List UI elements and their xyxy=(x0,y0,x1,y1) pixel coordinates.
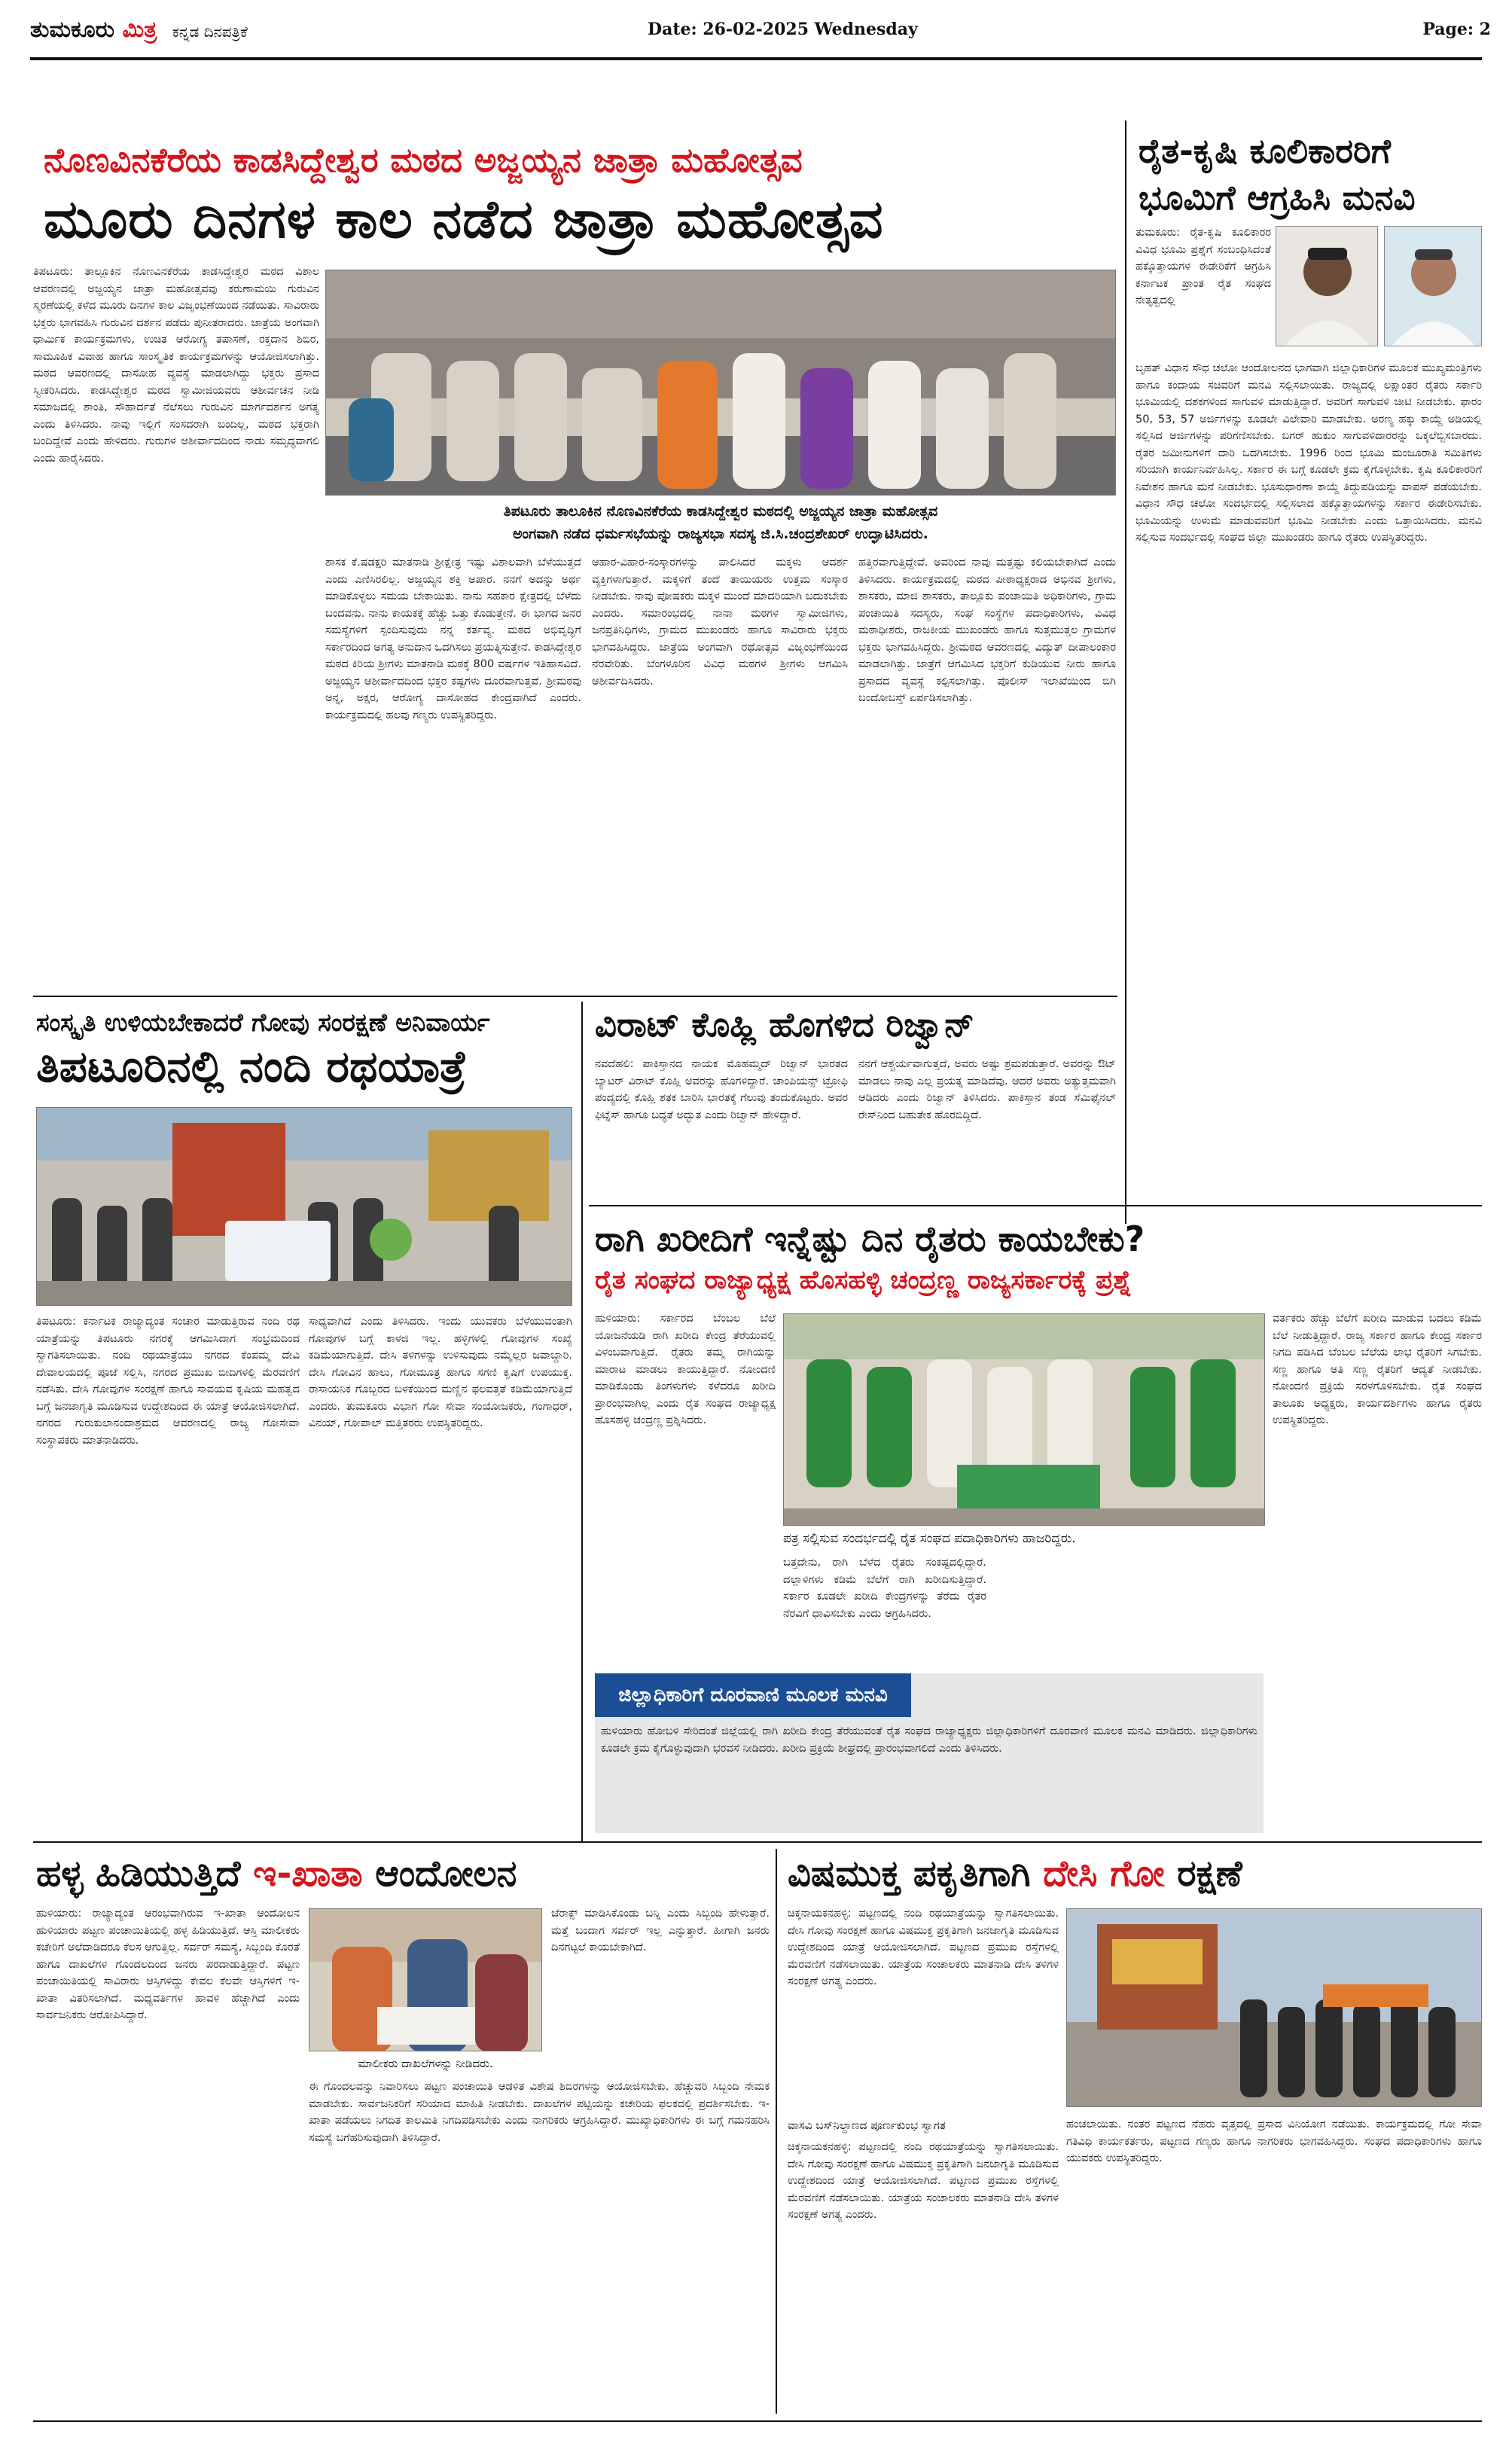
right-column-divider xyxy=(1125,120,1126,1224)
cricket-headline: ವಿರಾಟ್ ಕೊಹ್ಲಿ ಹೊಗಳಿದ ರಿಜ್ವಾನ್ xyxy=(595,1005,974,1045)
nandi-col2-text: ಸಾಧ್ಯವಾಗಿದೆ ಎಂದು ತಿಳಿಸಿದರು. ಇಂದು ಯುವಕರು ಬೆಳೆಯುವಂತಾಗಿ ಗೋವುಗಳ ಬಗ್ಗೆ ಕಾಳಜಿ ಇಲ್ಲ. ಹಳ್ಳಿಗಳಲ್ಲಿ ಗೋವುಗಳ ಸಂಖ್ಯೆ ಕಡಿಮೆಯಾಗುತ್ತಿದೆ. ದೇಸಿ ತಳಿಗಳನ್ನು ಉಳಿಸುವುದು ನಮ್ಮೆಲ್ಲರ ಜವಾಬ್ದಾರಿ. ದೇಸಿ ಗೋವಿನ ಹಾಲು, ಗೋಮೂತ್ರ ಹಾಗೂ ಸಗಣಿ ಕೃಷಿಗೆ ಉಪಯುಕ್ತ. ರಾಸಾಯನಿಕ ಗೊಬ್ಬರದ ಬಳಕೆಯಿಂದ ಮಣ್ಣಿನ ಫಲವತ್ತತೆ ಕಡಿಮೆಯಾಗುತ್ತಿದೆ ಎಂದರು. ತುಮಕೂರು ವಿಭಾಗ ಗೋ ಸೇವಾ ಸಂಯೋಜಕರು, ಗಂಗಾಧರ್, ವಿನಯ್, ಗೋಪಾಲ್ ಮತ್ತಿತರರು ಉಪಸ್ಥಿತರಿದ್ದರು. xyxy=(309,1316,572,1429)
ragi-col2-text: ಬತ್ತದೇನು, ರಾಗಿ ಬೆಳೆದ ರೈತರು ಸಂಕಷ್ಟದಲ್ಲಿದ್ದಾರೆ. ದಲ್ಲಾಳಿಗಳು ಕಡಿಮೆ ಬೆಲೆಗೆ ರಾಗಿ ಖರೀದಿಸುತ್ತಿದ್ದಾರೆ. ಸರ್ಕಾರ ಕೂಡಲೇ ಖರೀದಿ ಕೇಂದ್ರಗಳನ್ನು ತೆರೆದು ರೈತರ ನೆರವಿಗೆ ಧಾವಿಸಬೇಕು ಎಂದು ಆಗ್ರಹಿಸಿದರು. xyxy=(783,1557,986,1620)
main-lead-text: ತಿಪಟೂರು: ತಾಲ್ಲೂಕಿನ ನೊಣವಿನಕೆರೆಯ ಕಾಡಸಿದ್ದೇಶ್ವರ ಮಠದ ವಿಶಾಲ ಆವರಣದಲ್ಲಿ ಅಜ್ಜಯ್ಯನ ಜಾತ್ರಾ ಮಹೋತ್ಸವವು ಕರುಣಾಮಯಿ ಗುರುವಿನ ಸ್ಮರಣೆಯಲ್ಲಿ ಕಳೆದ ಮೂರು ದಿನಗಳ ಕಾಲ ವಿಜೃಂಭಣೆಯಿಂದ ನಡೆಯಿತು. ಸಾವಿರಾರು ಭಕ್ತರು ಭಾಗವಹಿಸಿ ಗುರುವಿನ ದರ್ಶನ ಪಡೆದು ಪುನೀತರಾದರು. ಜಾತ್ರೆಯ ಅಂಗವಾಗಿ ಧಾರ್ಮಿಕ ಕಾರ್ಯಕ್ರಮಗಳು, ಉಚಿತ ಆರೋಗ್ಯ ತಪಾಸಣೆ, ರಕ್ತದಾನ ಶಿಬಿರ, ಸಾಮೂಹಿಕ ವಿವಾಹ ಹಾಗೂ ಸಾಂಸ್ಕೃತಿಕ ಕಾರ್ಯಕ್ರಮಗಳನ್ನು ಆಯೋಜಿಸಲಾಗಿತ್ತು. ಮಠದ ಆವರಣದಲ್ಲಿ ದಾಸೋಹ ವ್ಯವಸ್ಥೆ ಮಾಡಲಾಗಿದ್ದು ಭಕ್ತರು ಪ್ರಸಾದ ಸ್ವೀಕರಿಸಿದರು. ಕಾಡಸಿದ್ದೇಶ್ವರ ಮಠದ ಸ್ವಾಮೀಜಿಯವರು ಆಶೀರ್ವಚನ ನೀಡಿ ಸಮಾಜದಲ್ಲಿ ಶಾಂತಿ, ಸೌಹಾರ್ದತೆ ನೆಲೆಸಲು ಗುರುವಿನ ಮಾರ್ಗದರ್ಶನ ಅಗತ್ಯ ಎಂದು ತಿಳಿಸಿದರು. ನಾವು ಇಲ್ಲಿಗೆ ಸಂಸದರಾಗಿ ಬಂದಿಲ್ಲ, ಮಠದ ಭಕ್ತರಾಗಿ ಬಂದಿದ್ದೇವೆ ಎಂದು ಹೇಳಿದರು. ಗುರುಗಳ ಆಶೀರ್ವಾದದಿಂದ ನಾಡು ಸಮೃದ್ಧವಾಗಲಿ ಎಂದು ಹಾರೈಸಿದರು. xyxy=(33,266,319,465)
newspaper-logo xyxy=(30,17,248,43)
cow-col1-text: ಚಿಕ್ಕನಾಯಕನಹಳ್ಳಿ: ಪಟ್ಟಣದಲ್ಲಿ ನಂದಿ ರಥಯಾತ್ರೆಯನ್ನು ಸ್ವಾಗತಿಸಲಾಯಿತು. ದೇಸಿ ಗೋವು ಸಂರಕ್ಷಣೆ ಹಾಗೂ ವಿಷಮುಕ್ತ ಪ್ರಕೃತಿಗಾಗಿ ಜನಜಾಗೃತಿ ಮೂಡಿಸುವ ಉದ್ದೇಶದಿಂದ ಯಾತ್ರೆ ಆಯೋಜಿಸಲಾಗಿದೆ. ಪಟ್ಟಣದ ಪ್ರಮುಖ ರಸ್ತೆಗಳಲ್ಲಿ ಮೆರವಣಿಗೆ ನಡೆಸಲಾಯಿತು. ಯಾತ್ರೆಯ ಸಂಚಾಲಕರು ಮಾತನಾಡಿ ದೇಸಿ ತಳಿಗಳ ಸಂರಕ್ಷಣೆ ಅಗತ್ಯ ಎಂದರು. xyxy=(788,1908,1059,1987)
portrait-1 xyxy=(1276,226,1378,346)
page-number: Page: 2 xyxy=(1422,20,1491,39)
cricket-divider xyxy=(589,1205,1482,1206)
brand-subtitle: ಕನ್ನಡ ದಿನಪತ್ರಿಕೆ xyxy=(172,23,248,41)
ragi-col1-text: ಹುಳಿಯಾರು: ಸರ್ಕಾರದ ಬೆಂಬಲ ಬೆಲೆ ಯೋಜನೆಯಡಿ ರಾಗಿ ಖರೀದಿ ಕೇಂದ್ರ ತೆರೆಯುವಲ್ಲಿ ವಿಳಂಬವಾಗುತ್ತಿದೆ. ರೈತರು ತಮ್ಮ ರಾಗಿಯನ್ನು ಮಾರಾಟ ಮಾಡಲು ಕಾಯುತ್ತಿದ್ದಾರೆ. ನೋಂದಣಿ ಮಾಡಿಕೊಂಡು ತಿಂಗಳುಗಳು ಕಳೆದರೂ ಖರೀದಿ ಪ್ರಾರಂಭವಾಗಿಲ್ಲ ಎಂದು ರೈತ ಸಂಘದ ರಾಜ್ಯಾಧ್ಯಕ್ಷ ಹೊಸಹಳ್ಳಿ ಚಂದ್ರಣ್ಣ ಪ್ರಶ್ನಿಸಿದರು. xyxy=(595,1313,776,1426)
portrait-2 xyxy=(1384,226,1482,346)
main-kicker: ನೊಣವಿನಕೆರೆಯ ಕಾಡಸಿದ್ದೇಶ್ವರ ಮಠದ ಅಜ್ಜಯ್ಯನ ಜಾತ್ರಾ ಮಹೋತ್ಸವ xyxy=(44,140,803,180)
land-intro-text: ತುಮಕೂರು: ರೈತ-ಕೃಷಿ ಕೂಲಿಕಾರರ ವಿವಿಧ ಭೂಮಿ ಪ್ರಶ್ನೆಗೆ ಸಂಬಂಧಿಸಿದಂತೆ ಹಕ್ಕೊತ್ತಾಯಗಳ ಈಡೇರಿಕೆಗೆ ಆಗ್ರಹಿಸಿ ಕರ್ನಾಟಕ ಪ್ರಾಂತ ರೈತ ಸಂಘದ ನೇತೃತ್ವದಲ್ಲಿ xyxy=(1136,227,1271,307)
main-col2-text: ಶಾಸಕ ಕೆ.ಷಡಕ್ಷರಿ ಮಾತನಾಡಿ ಶ್ರೀಕ್ಷೇತ್ರ ಇಷ್ಟು ವಿಶಾಲವಾಗಿ ಬೆಳೆಯುತ್ತದೆ ಎಂದು ಎಣಿಸಿರಲಿಲ್ಲ. ಅಜ್ಜಯ್ಯನ ಶಕ್ತಿ ಅಪಾರ. ನನಗೆ ಅದನ್ನು ಅರ್ಥ ಮಾಡಿಕೊಳ್ಳಲು ಸಮಯ ಬೇಕಾಯಿತು. ನಾನು ಸಹಕಾರ ಕ್ಷೇತ್ರದಲ್ಲಿ ಬೆಳೆದು ಬಂದವನು. ನಾನು ಕಾಯಕಕ್ಕೆ ಹೆಚ್ಚು ಒತ್ತು ಕೊಡುತ್ತೇನೆ. ಈ ಭಾಗದ ಜನರ ಸಮಸ್ಯೆಗಳಿಗೆ ಸ್ಪಂದಿಸುವುದು ನನ್ನ ಕರ್ತವ್ಯ. ಮಠದ ಅಭಿವೃದ್ಧಿಗೆ ಸರ್ಕಾರದಿಂದ ಅಗತ್ಯ ಅನುದಾನ ಒದಗಿಸಲು ಪ್ರಯತ್ನಿಸುತ್ತೇನೆ. ಕಾಡಸಿದ್ದೇಶ್ವರ ಮಠದ ಕಿರಿಯ ಶ್ರೀಗಳು ಮಾತನಾಡಿ ಮಠಕ್ಕೆ 800 ವರ್ಷಗಳ ಇತಿಹಾಸವಿದೆ. ಅಜ್ಜಯ್ಯನ ಆಶೀರ್ವಾದದಿಂದ ಭಕ್ತರ ಕಷ್ಟಗಳು ದೂರವಾಗುತ್ತವೆ. ಶ್ರೀಮಠವು ಅನ್ನ, ಅಕ್ಷರ, ಆರೋಗ್ಯ ದಾಸೋಹದ ಕೇಂದ್ರವಾಗಿದೆ ಎಂದರು. ಕಾರ್ಯಕ್ರಮದಲ್ಲಿ ಹಲವು ಗಣ್ಯರು ಉಪಸ್ಥಿತರಿದ್ದರು. xyxy=(325,557,581,721)
brand-left: ತುಮಕೂರು xyxy=(30,17,115,43)
main-col4-text: ಹತ್ತಿರವಾಗುತ್ತಿದ್ದೇವೆ. ಅವರಿಂದ ನಾವು ಮತ್ತಷ್ಟು ಕಲಿಯಬೇಕಾಗಿದೆ ಎಂದು ತಿಳಿಸಿದರು. ಕಾರ್ಯಕ್ರಮದಲ್ಲಿ ಮಠದ ಪೀಠಾಧ್ಯಕ್ಷರಾದ ಅಭಿನವ ಶ್ರೀಗಳು, ಶಾಸಕರು, ಮಾಜಿ ಶಾಸಕರು, ತಾಲ್ಲೂಕು ಪಂಚಾಯಿತಿ ಅಧಿಕಾರಿಗಳು, ಗ್ರಾಮ ಪಂಚಾಯಿತಿ ಸದಸ್ಯರು, ಸಂಘ ಸಂಸ್ಥೆಗಳ ಪದಾಧಿಕಾರಿಗಳು, ವಿವಿಧ ಮಠಾಧೀಶರು, ರಾಜಕೀಯ ಮುಖಂಡರು ಹಾಗೂ ಸುತ್ತಮುತ್ತಲ ಗ್ರಾಮಗಳ ಭಕ್ತರು ಭಾಗವಹಿಸಿದ್ದರು. ಶ್ರೀಮಠದ ಆವರಣದಲ್ಲಿ ವಿದ್ಯುತ್ ದೀಪಾಲಂಕಾರ ಮಾಡಲಾಗಿತ್ತು. ಜಾತ್ರೆಗೆ ಆಗಮಿಸಿದ ಭಕ್ತರಿಗೆ ಕುಡಿಯುವ ನೀರು ಹಾಗೂ ಪ್ರಸಾದದ ವ್ಯವಸ್ಥೆ ಕಲ್ಪಿಸಲಾಗಿತ್ತು. ಪೊಲೀಸ್ ಇಲಾಖೆಯಿಂದ ಬಿಗಿ ಬಂದೋಬಸ್ತ್ ಏರ್ಪಡಿಸಲಾಗಿತ್ತು. xyxy=(858,557,1116,704)
cow-headline-suffix: ರಕ್ಷಣೆ xyxy=(1164,1853,1242,1895)
nandi-photo xyxy=(36,1107,572,1306)
main-story-divider xyxy=(33,996,1117,997)
ekhata-photo xyxy=(309,1908,542,2051)
cow-col2-text: ಹಂಚಲಾಯಿತು. ನಂತರ ಪಟ್ಟಣದ ನೆಹರು ವೃತ್ತದಲ್ಲಿ ಪ್ರಸಾದ ವಿನಿಯೋಗ ನಡೆಯಿತು. ಕಾರ್ಯಕ್ರಮದಲ್ಲಿ ಗೋ ಸೇವಾ ಗತಿವಿಧಿ ಕಾರ್ಯಕರ್ತರು, ಪಟ್ಟಣದ ಗಣ್ಯರು ಹಾಗೂ ನಾಗರಿಕರು ಭಾಗವಹಿಸಿದ್ದರು. ಸಂಘದ ಪದಾಧಿಕಾರಿಗಳು ಹಾಗೂ ಯುವಕರು ಉಪಸ್ಥಿತರಿದ್ದರು. xyxy=(1066,2118,1482,2164)
main-photo-caption-line1: ತಿಪಟೂರು ತಾಲೂಕಿನ ನೊಣವಿನಕೆರೆಯ ಕಾಡಸಿದ್ದೇಶ್ವರ ಮಠದಲ್ಲಿ ಅಜ್ಜಯ್ಯನ ಜಾತ್ರಾ ಮಹೋತ್ಸವ xyxy=(503,503,938,520)
main-photo-caption xyxy=(325,500,1116,545)
main-photo-caption-line2: ಅಂಗವಾಗಿ ನಡೆದ ಧರ್ಮಸಭೆಯನ್ನು ರಾಜ್ಯಸಭಾ ಸದಸ್ಯ ಜಿ.ಸಿ.ಚಂದ್ರಶೇಖರ್ ಉದ್ಘಾಟಿಸಿದರು. xyxy=(513,526,928,542)
ekhata-col2-top-text: ಜೆರಾಕ್ಸ್ ಮಾಡಿಸಿಕೊಂಡು ಬನ್ನಿ ಎಂದು ಸಿಬ್ಬಂದಿ ಹೇಳುತ್ತಾರೆ. ಮತ್ತೆ ಬಂದಾಗ ಸರ್ವರ್ ಇಲ್ಲ ಎನ್ನುತ್ತಾರೆ. ಹೀಗಾಗಿ ಜನರು ದಿನಗಟ್ಟಲೆ ಕಾಯಬೇಕಾಗಿದೆ. xyxy=(551,1908,770,1954)
footer-rule xyxy=(33,2420,1482,2422)
cricket-col2-text: ನನಗೆ ಆಶ್ಚರ್ಯವಾಗುತ್ತದೆ, ಅವರು ಅಷ್ಟು ಶ್ರಮಪಡುತ್ತಾರೆ. ಅವರನ್ನು ಔಟ್ ಮಾಡಲು ನಾವು ಎಲ್ಲ ಪ್ರಯತ್ನ ಮಾಡಿದೆವು. ಆದರೆ ಅವರು ಅತ್ಯುತ್ತಮವಾಗಿ ಆಡಿದರು ಎಂದು ರಿಜ್ವಾನ್ ತಿಳಿಸಿದರು. ಪಾಕಿಸ್ತಾನ ತಂಡ ಸೆಮಿಫೈನಲ್ ರೇಸ್‌ನಿಂದ ಬಹುತೇಕ ಹೊರಬಿದ್ದಿದೆ. xyxy=(858,1058,1116,1121)
ekhata-headline-suffix: ಆಂದೋಲನ xyxy=(362,1853,517,1895)
main-photo xyxy=(325,270,1116,496)
cow-col1b-text: ಚಿಕ್ಕನಾಯಕನಹಳ್ಳಿ: ಪಟ್ಟಣದಲ್ಲಿ ನಂದಿ ರಥಯಾತ್ರೆಯನ್ನು ಸ್ವಾಗತಿಸಲಾಯಿತು. ದೇಸಿ ಗೋವು ಸಂರಕ್ಷಣೆ ಹಾಗೂ ವಿಷಮುಕ್ತ ಪ್ರಕೃತಿಗಾಗಿ ಜನಜಾಗೃತಿ ಮೂಡಿಸುವ ಉದ್ದೇಶದಿಂದ ಯಾತ್ರೆ ಆಯೋಜಿಸಲಾಗಿದೆ. ಪಟ್ಟಣದ ಪ್ರಮುಖ ರಸ್ತೆಗಳಲ್ಲಿ ಮೆರವಣಿಗೆ ನಡೆಸಲಾಯಿತು. ಯಾತ್ರೆಯ ಸಂಚಾಲಕರು ಮಾತನಾಡಿ ದೇಸಿ ತಳಿಗಳ ಸಂರಕ್ಷಣೆ ಅಗತ್ಯ ಎಂದರು. xyxy=(788,2141,1059,2221)
masthead xyxy=(30,17,1491,62)
ragi-banner-title: ಜಿಲ್ಲಾಧಿಕಾರಿಗೆ ದೂರವಾಣಿ ಮೂಲಕ ಮನವಿ xyxy=(595,1673,911,1717)
ragi-subhead: ರೈತ ಸಂಘದ ರಾಜ್ಯಾಧ್ಯಕ್ಷ ಹೊಸಹಳ್ಳಿ ಚಂದ್ರಣ್ಣ ರಾಜ್ಯಸರ್ಕಾರಕ್ಕೆ ಪ್ರಶ್ನೆ xyxy=(595,1265,1132,1295)
bottom-section-divider xyxy=(33,1841,1482,1843)
cow-headline-highlight: ದೇಸಿ ಗೋ xyxy=(1043,1853,1165,1895)
ekhata-headline xyxy=(36,1853,517,1896)
nandi-headline-line2: ತಿಪಟೂರಿನಲ್ಲಿ ನಂದಿ ರಥಯಾತ್ರೆ xyxy=(36,1041,467,1092)
cow-photo xyxy=(1066,1908,1482,2107)
ekhata-headline-highlight: ಇ-ಖಾತಾ xyxy=(253,1853,363,1895)
nandi-headline-line1: ಸಂಸ್ಕೃತಿ ಉಳಿಯಬೇಕಾದರೆ ಗೋವು ಸಂರಕ್ಷಣೆ ಅನಿವಾರ್ಯ xyxy=(36,1008,490,1037)
ragi-photo xyxy=(783,1313,1265,1526)
ragi-headline: ರಾಗಿ ಖರೀದಿಗೆ ಇನ್ನೆಷ್ಟು ದಿನ ರೈತರು ಕಾಯಬೇಕು? xyxy=(595,1218,1145,1259)
ragi-photo-caption: ಪತ್ರ ಸಲ್ಲಿಸುವ ಸಂದರ್ಭದಲ್ಲಿ ರೈತ ಸಂಘದ ಪದಾಧಿಕಾರಿಗಳು ಹಾಜರಿದ್ದರು. xyxy=(783,1531,1076,1546)
bottom-divider xyxy=(776,1849,777,2414)
ragi-col3-text: ವರ್ತಕರು ಹೆಚ್ಚು ಬೆಲೆಗೆ ಖರೀದಿ ಮಾಡುವ ಬದಲು ಕಡಿಮೆ ಬೆಲೆ ನೀಡುತ್ತಿದ್ದಾರೆ. ರಾಜ್ಯ ಸರ್ಕಾರ ಹಾಗೂ ಕೇಂದ್ರ ಸರ್ಕಾರ ನಿಗದಿ ಪಡಿಸಿದ ಬೆಂಬಲ ಬೆಲೆಯ ಲಾಭ ರೈತರಿಗೆ ಸಿಗಬೇಕು. ಸಣ್ಣ ಹಾಗೂ ಅತಿ ಸಣ್ಣ ರೈತರಿಗೆ ಆದ್ಯತೆ ನೀಡಬೇಕು. ನೋಂದಣಿ ಪ್ರಕ್ರಿಯೆ ಸರಳಗೊಳಿಸಬೇಕು. ರೈತ ಸಂಘದ ತಾಲೂಕು ಅಧ್ಯಕ್ಷರು, ಕಾರ್ಯದರ್ಶಿಗಳು ಹಾಗೂ ರೈತರು ಉಪಸ್ಥಿತರಿದ್ದರು. xyxy=(1273,1313,1482,1426)
cow-headline xyxy=(788,1853,1242,1896)
ekhata-col1-text: ಹುಳಿಯಾರು: ರಾಜ್ಯಾದ್ಯಂತ ಆರಂಭವಾಗಿರುವ ಇ-ಖಾತಾ ಆಂದೋಲನ ಹುಳಿಯಾರು ಪಟ್ಟಣ ಪಂಚಾಯಿತಿಯಲ್ಲಿ ಹಳ್ಳ ಹಿಡಿಯುತ್ತಿದೆ. ಆಸ್ತಿ ಮಾಲೀಕರು ಕಚೇರಿಗೆ ಅಲೆದಾಡಿದರೂ ಕೆಲಸ ಆಗುತ್ತಿಲ್ಲ. ಸರ್ವರ್ ಸಮಸ್ಯೆ, ಸಿಬ್ಬಂದಿ ಕೊರತೆ ಹಾಗೂ ದಾಖಲೆಗಳ ಗೊಂದಲದಿಂದ ಜನರು ಪರದಾಡುತ್ತಿದ್ದಾರೆ. ಪಟ್ಟಣ ಪಂಚಾಯಿತಿಯಲ್ಲಿ ಸಾವಿರಾರು ಆಸ್ತಿಗಳಿದ್ದು ಕೇವಲ ಕೆಲವೇ ಆಸ್ತಿಗಳಿಗೆ ಇ-ಖಾತಾ ವಿತರಿಸಲಾಗಿದೆ. ಮಧ್ಯವರ್ತಿಗಳ ಹಾವಳಿ ಹೆಚ್ಚಾಗಿದೆ ಎಂದು ಸಾರ್ವಜನಿಕರು ಆರೋಪಿಸಿದ್ದಾರೆ. xyxy=(36,1908,300,2021)
land-body-text: ಬೃಹತ್ ವಿಧಾನ ಸೌಧ ಚಲೋ ಆಂದೋಲನದ ಭಾಗವಾಗಿ ಜಿಲ್ಲಾಧಿಕಾರಿಗಳ ಮೂಲಕ ಮುಖ್ಯಮಂತ್ರಿಗಳು ಹಾಗೂ ಕಂದಾಯ ಸಚಿವರಿಗೆ ಮನವಿ ಸಲ್ಲಿಸಲಾಯಿತು. ರಾಜ್ಯದಲ್ಲಿ ಲಕ್ಷಾಂತರ ರೈತರು ಸರ್ಕಾರಿ ಭೂಮಿಯಲ್ಲಿ ದಶಕಗಳಿಂದ ಸಾಗುವಳಿ ಮಾಡುತ್ತಿದ್ದಾರೆ. ಅವರಿಗೆ ಸಾಗುವಳಿ ಚೀಟಿ ನೀಡಬೇಕು. ಫಾರಂ 50, 53, 57 ಅರ್ಜಿಗಳನ್ನು ಕೂಡಲೇ ವಿಲೇವಾರಿ ಮಾಡಬೇಕು. ಅರಣ್ಯ ಹಕ್ಕು ಕಾಯ್ದೆ ಅಡಿಯಲ್ಲಿ ಸಲ್ಲಿಸಿದ ಅರ್ಜಿಗಳನ್ನು ಪರಿಗಣಿಸಬೇಕು. ಬಗರ್ ಹುಕುಂ ಸಾಗುವಳಿದಾರರನ್ನು ಒಕ್ಕಲೆಬ್ಬಿಸಬಾರದು. ರೈತರ ಜಮೀನುಗಳಿಗೆ ದಾರಿ ಒದಗಿಸಬೇಕು. 1996 ರಿಂದ ಭೂಮಿ ಮಂಜೂರಾತಿ ಸಮಿತಿಗಳು ಸರಿಯಾಗಿ ಕಾರ್ಯನಿರ್ವಹಿಸಿಲ್ಲ. ಸರ್ಕಾರ ಈ ಬಗ್ಗೆ ಕೂಡಲೇ ಕ್ರಮ ಕೈಗೊಳ್ಳಬೇಕು. ಕೃಷಿ ಕೂಲಿಕಾರರಿಗೆ ನಿವೇಶನ ಹಾಗೂ ಮನೆ ನೀಡಬೇಕು. ಭೂಸುಧಾರಣಾ ಕಾಯ್ದೆ ತಿದ್ದುಪಡಿಯನ್ನು ವಾಪಸ್ ಪಡೆಯಬೇಕು. ವಿಧಾನ ಸೌಧ ಚಲೋ ಸಂದರ್ಭದಲ್ಲಿ ಸಲ್ಲಿಸಲಾದ ಹಕ್ಕೊತ್ತಾಯಗಳನ್ನು ಸರ್ಕಾರ ಈಡೇರಿಸಬೇಕು. ಭೂಮಿಯನ್ನು ಉಳುಮೆ ಮಾಡುವವರಿಗೆ ಭೂಮಿ ನೀಡಬೇಕು ಎಂದು ಒತ್ತಾಯಿಸಿದರು. ಮನವಿ ಸಲ್ಲಿಸುವ ಸಂದರ್ಭದಲ್ಲಿ ಸಂಘದ ಜಿಲ್ಲಾ ಮುಖಂಡರು ಹಾಗೂ ರೈತರು ಉಪಸ್ಥಿತರಿದ್ದರು. xyxy=(1136,362,1482,544)
nandi-col1-text: ತಿಪಟೂರು: ಕರ್ನಾಟಕ ರಾಜ್ಯಾದ್ಯಂತ ಸಂಚಾರ ಮಾಡುತ್ತಿರುವ ನಂದಿ ರಥ ಯಾತ್ರೆಯನ್ನು ತಿಪಟೂರು ನಗರಕ್ಕೆ ಆಗಮಿಸಿದಾಗ ಸಂಭ್ರಮದಿಂದ ಸ್ವಾಗತಿಸಲಾಯಿತು. ನಂದಿ ರಥಯಾತ್ರೆಯು ನಗರದ ಕೆಂಪಮ್ಮ ದೇವಿ ದೇವಾಲಯದಲ್ಲಿ ಪೂಜೆ ಸಲ್ಲಿಸಿ, ನಗರದ ಪ್ರಮುಖ ಬೀದಿಗಳಲ್ಲಿ ಮೆರವಣಿಗೆ ನಡೆಸಿತು. ದೇಸಿ ಗೋವುಗಳ ಸಂರಕ್ಷಣೆ ಹಾಗೂ ಸಾವಯವ ಕೃಷಿಯ ಮಹತ್ವದ ಬಗ್ಗೆ ಜನಜಾಗೃತಿ ಮೂಡಿಸುವ ಉದ್ದೇಶದಿಂದ ಈ ಯಾತ್ರೆ ಆಯೋಜಿಸಲಾಗಿದೆ. ನಗರದ ಗುರುಕುಲಾನಂದಾಶ್ರಮದ ಆವರಣದಲ್ಲಿ ರಾಜ್ಯ ಗೋಸೇವಾ ಸಂಸ್ಥಾಪಕರು ಮಾತನಾಡಿದರು. xyxy=(36,1316,300,1447)
ragi-banner-box xyxy=(595,1673,1264,1833)
cow-headline-prefix: ವಿಷಮುಕ್ತ ಪಕೃತಿಗಾಗಿ xyxy=(788,1853,1044,1895)
nandi-divider xyxy=(581,1002,583,1841)
ragi-banner-text: ಹುಳಿಯಾರು ಹೋಬಳಿ ಸೇರಿದಂತೆ ಜಿಲ್ಲೆಯಲ್ಲಿ ರಾಗಿ ಖರೀದಿ ಕೇಂದ್ರ ತೆರೆಯುವಂತೆ ರೈತ ಸಂಘದ ರಾಜ್ಯಾಧ್ಯಕ್ಷರು ಜಿಲ್ಲಾಧಿಕಾರಿಗಳಿಗೆ ದೂರವಾಣಿ ಮೂಲಕ ಮನವಿ ಮಾಡಿದರು. ಜಿಲ್ಲಾಧಿಕಾರಿಗಳು ಕೂಡಲೇ ಕ್ರಮ ಕೈಗೊಳ್ಳುವುದಾಗಿ ಭರವಸೆ ನೀಡಿದರು. ಖರೀದಿ ಪ್ರಕ್ರಿಯೆ ಶೀಘ್ರದಲ್ಲಿ ಪ್ರಾರಂಭವಾಗಲಿದೆ ಎಂದು ತಿಳಿಸಿದರು. xyxy=(601,1725,1257,1755)
main-col3-text: ಆಹಾರ-ವಿಹಾರ-ಸಂಸ್ಕಾರಗಳನ್ನು ಪಾಲಿಸಿದರೆ ಮಕ್ಕಳು ಆದರ್ಶ ವ್ಯಕ್ತಿಗಳಾಗುತ್ತಾರೆ. ಮಕ್ಕಳಿಗೆ ತಂದೆ ತಾಯಿಯರು ಉತ್ತಮ ಸಂಸ್ಕಾರ ನೀಡಬೇಕು. ನಾವು ಪೋಷಕರು ಮಕ್ಕಳ ಮುಂದೆ ಮಾದರಿಯಾಗಿ ಬದುಕಬೇಕು ಎಂದರು. ಸಮಾರಂಭದಲ್ಲಿ ನಾನಾ ಮಠಗಳ ಸ್ವಾಮೀಜಿಗಳು, ಜನಪ್ರತಿನಿಧಿಗಳು, ಗ್ರಾಮದ ಮುಖಂಡರು ಹಾಗೂ ಸಾವಿರಾರು ಭಕ್ತರು ಭಾಗವಹಿಸಿದ್ದರು. ಜಾತ್ರೆಯ ಅಂಗವಾಗಿ ರಥೋತ್ಸವ ವಿಜೃಂಭಣೆಯಿಂದ ನೆರವೇರಿತು. ಬೆಂಗಳೂರಿನ ವಿವಿಧ ಮಠಗಳ ಶ್ರೀಗಳು ಆಗಮಿಸಿ ಆಶೀರ್ವದಿಸಿದರು. xyxy=(592,557,848,688)
main-headline: ಮೂರು ದಿನಗಳ ಕಾಲ ನಡೆದ ಜಾತ್ರಾ ಮಹೋತ್ಸವ xyxy=(44,188,884,250)
header-rule xyxy=(30,57,1482,60)
land-headline-line1: ರೈತ-ಕೃಷಿ ಕೂಲಿಕಾರರಿಗೆ xyxy=(1139,131,1391,171)
cricket-col1-text: ನವದೆಹಲಿ: ಪಾಕಿಸ್ತಾನದ ನಾಯಕ ಮೊಹಮ್ಮದ್ ರಿಜ್ವಾನ್ ಭಾರತದ ಬ್ಯಾಟರ್ ವಿರಾಟ್ ಕೊಹ್ಲಿ ಅವರನ್ನು ಹೊಗಳಿದ್ದಾರೆ. ಚಾಂಪಿಯನ್ಸ್ ಟ್ರೋಫಿ ಪಂದ್ಯದಲ್ಲಿ ಕೊಹ್ಲಿ ಶತಕ ಬಾರಿಸಿ ಭಾರತಕ್ಕೆ ಗೆಲುವು ತಂದುಕೊಟ್ಟರು. ಅವರ ಫಿಟ್ನೆಸ್ ಹಾಗೂ ಬದ್ಧತೆ ಅದ್ಭುತ ಎಂದು ರಿಜ್ವಾನ್ ಹೇಳಿದ್ದಾರೆ. xyxy=(595,1058,848,1121)
cow-photo-caption: ವಾಸವಿ ಬಸ್‌ನಿಲ್ದಾಣದ ಪೂರ್ಣಕುಂಭ ಸ್ವಾಗತ xyxy=(788,2118,946,2132)
ekhata-headline-prefix: ಹಳ್ಳ ಹಿಡಿಯುತ್ತಿದೆ xyxy=(36,1853,254,1895)
ekhata-photo-caption: ಮಾಲೀಕರು ದಾಖಲೆಗಳನ್ನು ನೀಡಿದರು. xyxy=(358,2057,493,2070)
land-headline-line2: ಭೂಮಿಗೆ ಆಗ್ರಹಿಸಿ ಮನವಿ xyxy=(1139,178,1416,218)
issue-date: Date: 26-02-2025 Wednesday xyxy=(648,20,918,39)
ekhata-col2-text: ಈ ಗೊಂದಲವನ್ನು ನಿವಾರಿಸಲು ಪಟ್ಟಣ ಪಂಚಾಯಿತಿ ಆಡಳಿತ ವಿಶೇಷ ಶಿಬಿರಗಳನ್ನು ಆಯೋಜಿಸಬೇಕು. ಹೆಚ್ಚುವರಿ ಸಿಬ್ಬಂದಿ ನೇಮಕ ಮಾಡಬೇಕು. ಸಾರ್ವಜನಿಕರಿಗೆ ಸರಿಯಾದ ಮಾಹಿತಿ ನೀಡಬೇಕು. ದಾಖಲೆಗಳ ಪಟ್ಟಿಯನ್ನು ಕಚೇರಿಯ ಫಲಕದಲ್ಲಿ ಪ್ರದರ್ಶಿಸಬೇಕು. ಇ-ಖಾತಾ ಪಡೆಯಲು ನಿಗದಿತ ಕಾಲಮಿತಿ ನಿಗದಿಪಡಿಸಬೇಕು ಎಂದು ನಾಗರಿಕರು ಆಗ್ರಹಿಸಿದ್ದಾರೆ. ಮುಖ್ಯಾಧಿಕಾರಿಗಳು ಈ ಬಗ್ಗೆ ಗಮನಹರಿಸಿ ಸಮಸ್ಯೆ ಬಗೆಹರಿಸುವುದಾಗಿ ತಿಳಿಸಿದ್ದಾರೆ. xyxy=(309,2081,770,2144)
brand-right: ಮಿತ್ರ xyxy=(122,17,157,43)
